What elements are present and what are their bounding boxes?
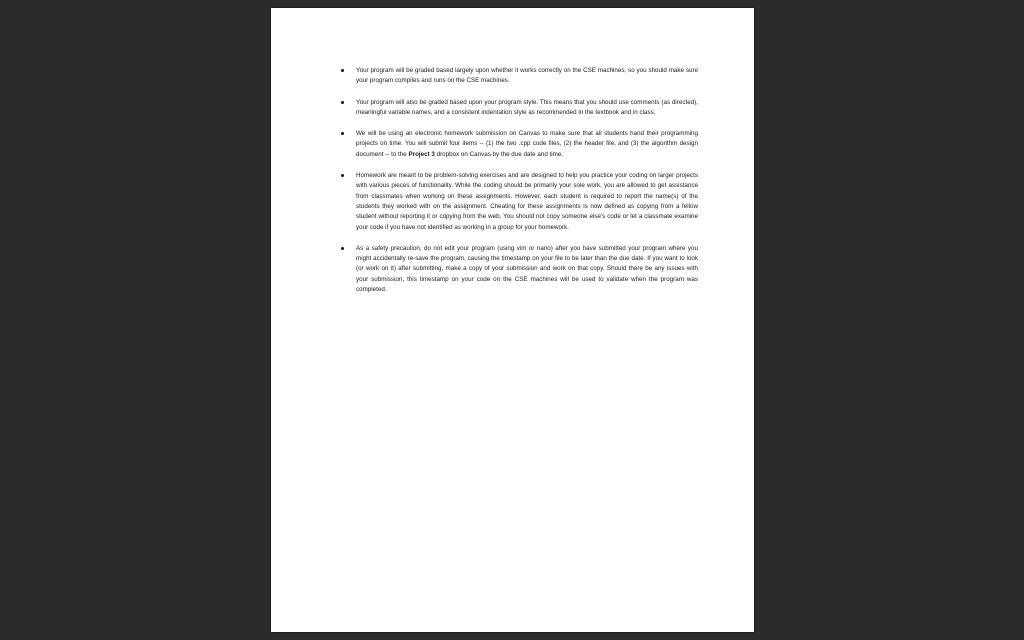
bullet-list: [341, 66, 698, 306]
bullet-text: Your program will be graded based largely upon whether it works correctly on the CSE machines, so you should make sure your program compiles and runs on the CSE machines.: [356, 67, 698, 85]
bullet-point-icon: [341, 69, 344, 72]
list-item: [341, 129, 698, 160]
bullet-text-part: dropbox on Canvas by the due date and time.: [434, 150, 564, 158]
bullet-point-icon: [341, 247, 344, 250]
list-item: [341, 98, 698, 119]
bullet-point-icon: [341, 132, 344, 135]
bullet-point-icon: [341, 101, 344, 104]
bullet-text-part: We will be using an electronic homework submission on Canvas to make sure that all students hand their programming projects on time. You will submit four items -- (1) the two .cpp code files, (2) the header file, and (3) the algorithm design document -- to the: [356, 130, 698, 158]
bullet-text: Homework are meant to be problem-solving exercises and are designed to help you practice your coding on larger projects with various pieces of functionality. While the coding should be primarily your sole work, you are allowed to get assistance from classmates when working on these assignments. However, each student is required to report the name(s) of the students they worked with on the assignment. Cheating for these assignments is now defined as copying from a fellow student without reporting it or copying from the web. You should not copy someone else's code or let a classmate examine your code if you have not identified as working in a group for your homework.: [356, 172, 698, 231]
bullet-text: Your program will also be graded based upon your program style. This means that you should use comments (as directed), meaningful variable names, and a consistent indentation style as recommended in the textbook and in class.: [356, 98, 698, 116]
bullet-text: [356, 129, 698, 160]
list-item: [341, 171, 698, 233]
document-page: [271, 8, 754, 632]
bullet-text: As a safety precaution, do not edit your program (using vim or nano) after you have submitted your program where you might accidentally re-save the program, causing the timestamp on your file to be later than the due date. If you want to look (or work on it) after submitting, make a copy of your submission and work on that copy. Should there be any issues with your submission, this timestamp on your code on the CSE machines will be used to validate when the program was completed.: [356, 244, 698, 294]
bullet-point-icon: [341, 174, 344, 177]
list-item: [341, 244, 698, 295]
bold-dropbox-name: Project 3: [408, 150, 435, 158]
list-item: [341, 66, 698, 87]
